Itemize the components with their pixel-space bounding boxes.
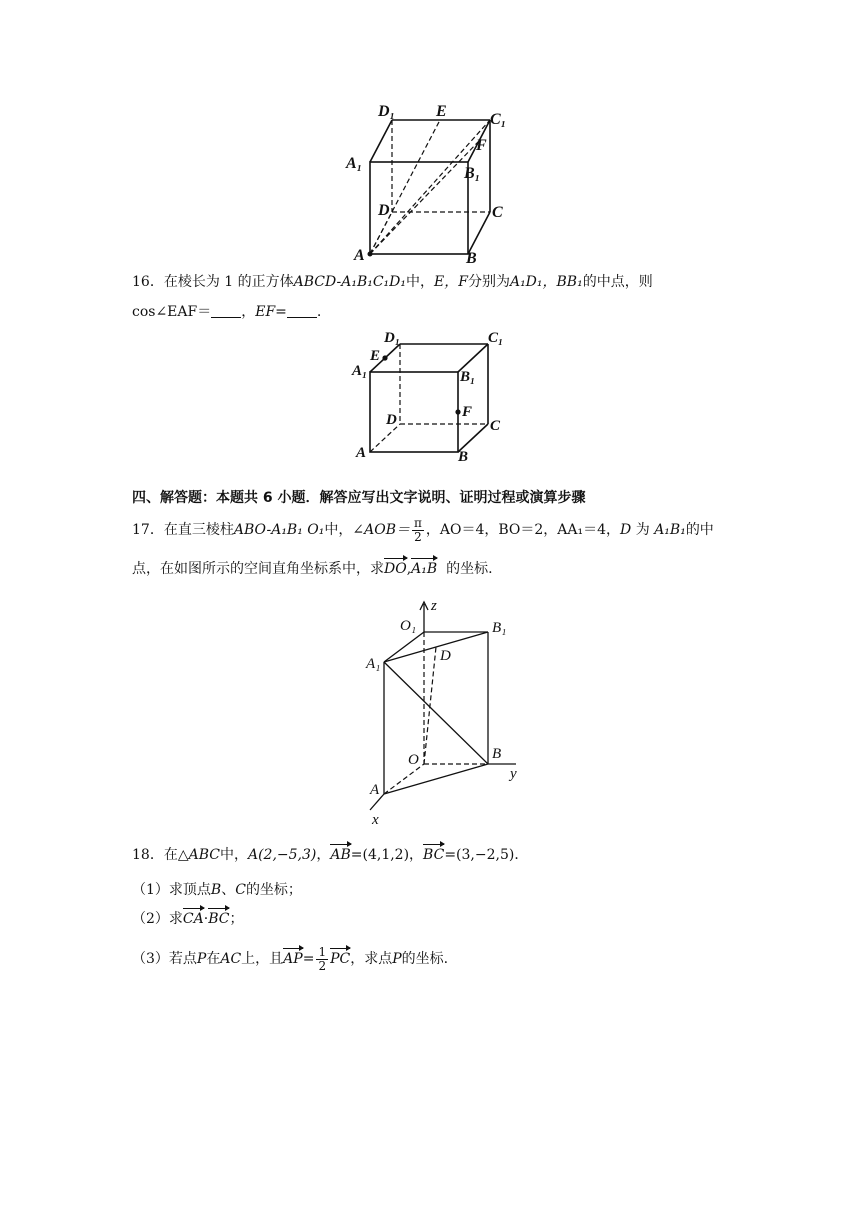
q18-p3-up: 上，且: [241, 951, 284, 967]
label-A: A: [354, 247, 365, 264]
label-A: A: [356, 445, 367, 461]
q18-p3-eq: =: [302, 951, 315, 967]
label-D1: D₁: [384, 330, 401, 346]
q18-p3-p: P: [196, 951, 207, 967]
label-C: C: [490, 418, 501, 434]
label-B: B: [492, 746, 502, 762]
q16-edges: A₁D₁，BB₁: [509, 274, 583, 290]
q18-p2-label: （2）: [132, 911, 169, 927]
q18-frac-num: 1: [318, 944, 327, 959]
q18-p3-ac: AC: [220, 951, 242, 967]
figure-cube-1: [340, 100, 520, 270]
q18-part2: [132, 906, 243, 932]
label-D: D: [440, 648, 451, 664]
label-A1: A₁: [352, 363, 368, 379]
q18-vec-PC: PC: [330, 946, 350, 966]
line-AF: [370, 141, 479, 254]
point-F: [455, 409, 460, 414]
q18-p3-text: 若点: [168, 951, 197, 967]
q17-two: 2: [414, 529, 422, 544]
label-D: D: [378, 202, 390, 219]
label-B: B: [458, 449, 469, 465]
q18-p2-text: 求: [168, 911, 183, 927]
section-heading: 四、解答题：本题共 6 小题．解答应写出文字说明、证明过程或演算步骤: [132, 490, 586, 506]
label-x: x: [372, 812, 379, 828]
q17-edge: A₁B₁: [654, 522, 686, 538]
q18-p3-on: 在: [206, 951, 221, 967]
q18-vec-AB: AB: [330, 842, 350, 862]
point-E: [382, 355, 387, 360]
q16-points: E，F: [434, 274, 468, 290]
q18-p1-text: 求顶点: [168, 882, 211, 898]
label-O1: O₁: [400, 618, 417, 634]
q17-cond3: 为: [635, 522, 650, 538]
line-A1B: [384, 662, 488, 764]
q17-mid: 中，: [324, 522, 353, 538]
q17-fraction: [412, 517, 424, 544]
label-B: B: [466, 250, 477, 267]
figure-cube-2: [340, 326, 520, 466]
q17-pi: π: [413, 515, 422, 530]
q18-triangle: △ABC: [177, 847, 220, 863]
label-D1: D₁: [378, 103, 396, 120]
q16-end: .: [316, 304, 322, 320]
q18-p2-tail: ；: [229, 911, 244, 927]
q18-ab-value: =(4,1,2): [350, 847, 410, 863]
line-OD: [424, 647, 436, 764]
label-O: O: [408, 752, 419, 768]
q17-vec-DO: DO: [384, 556, 407, 576]
q17-number: 17．: [132, 522, 164, 538]
q16-mid: 中，: [406, 274, 435, 290]
q18-vec-AP: AP: [283, 946, 303, 966]
q17-line2-lead: 点，在如图所示的空间直角坐标系中，求: [132, 561, 384, 577]
q18-frac-den: 2: [318, 958, 327, 973]
q18-p3-label: （3）: [132, 951, 169, 967]
q16-cos-expr: cos∠EAF＝: [132, 304, 212, 320]
q17-line2-tail: 的坐标.: [446, 561, 493, 577]
q16-line1: [132, 272, 653, 292]
q16-lead: 在棱长为 1 的正方体: [163, 274, 294, 290]
q18-number: 18．: [132, 847, 164, 863]
q18-p1-b: B: [210, 882, 222, 898]
q18-line1: [132, 842, 528, 866]
q18-sep-2: ，: [409, 847, 424, 863]
q16-solid: ABCD-A₁B₁C₁D₁: [293, 274, 407, 290]
q17-comma: ,: [406, 561, 412, 577]
q18-part1: [132, 880, 302, 900]
label-C1: C₁: [490, 111, 507, 128]
q17-tail: 的中: [685, 522, 714, 538]
q18-p3-p2: P: [392, 951, 402, 967]
q16-desc: 分别为: [467, 274, 510, 290]
q17-vec-A1B: A₁B: [411, 556, 437, 576]
label-F: F: [462, 404, 473, 420]
q17-line2: [132, 556, 493, 579]
label-E: E: [436, 103, 447, 120]
q18-vec-BC-2: BC: [208, 906, 229, 926]
q16-tail: 的中点，则: [582, 274, 653, 290]
q18-bc-value: =(3,−2,5): [444, 847, 515, 863]
q18-p3-tail: ，求点: [350, 951, 393, 967]
q18-p1-tail: 的坐标；: [245, 882, 302, 898]
label-F: F: [476, 137, 487, 154]
q18-part3: [132, 942, 448, 976]
label-A1: A₁: [366, 656, 381, 672]
q18-p1-sep: 、: [221, 882, 236, 898]
q16-blank-2[interactable]: [287, 303, 317, 318]
label-z: z: [431, 598, 437, 614]
label-A1: A₁: [346, 155, 363, 172]
q18-p2-dot: ·: [203, 911, 209, 927]
q18-mid: 中，: [219, 847, 248, 863]
figure-prism: [360, 596, 540, 830]
label-C1: C₁: [488, 330, 504, 346]
label-B1: B₁: [464, 165, 481, 182]
q18-p1-label: （1）: [132, 882, 169, 898]
q18-vec-CA: CA: [183, 906, 204, 926]
q18-point-A: A(2,−5,3): [247, 847, 317, 863]
q17-cond2: D: [620, 522, 632, 538]
q18-fraction: [316, 946, 328, 973]
q18-lead: 在: [163, 847, 178, 863]
q17-angle: ∠AOB＝: [352, 522, 410, 538]
q18-p3-end: 的坐标.: [401, 951, 449, 967]
q18-end: ．: [514, 847, 529, 863]
label-A: A: [370, 782, 380, 798]
label-E: E: [370, 348, 381, 364]
q16-sep: ，: [241, 304, 256, 320]
q17-solid: ABO-A₁B₁ O₁: [233, 522, 325, 538]
q16-ef: EF=: [255, 304, 287, 320]
q16-blank-1[interactable]: [211, 303, 241, 318]
q18-sep-1: ，: [316, 847, 331, 863]
q18-vec-BC: BC: [423, 842, 444, 862]
q16-number: 16．: [132, 274, 164, 290]
label-B1: B₁: [492, 620, 507, 636]
q17-lead: 在直三棱柱: [163, 522, 234, 538]
label-D: D: [386, 412, 397, 428]
q17-cond1: ，AO＝4，BO＝2，AA₁＝4，: [425, 522, 621, 538]
label-C: C: [492, 204, 503, 221]
label-B1: B₁: [460, 369, 476, 385]
q18-p1-c: C: [235, 882, 246, 898]
label-y: y: [510, 766, 517, 782]
q17-line1: [132, 516, 714, 544]
q16-line2: [132, 302, 321, 322]
